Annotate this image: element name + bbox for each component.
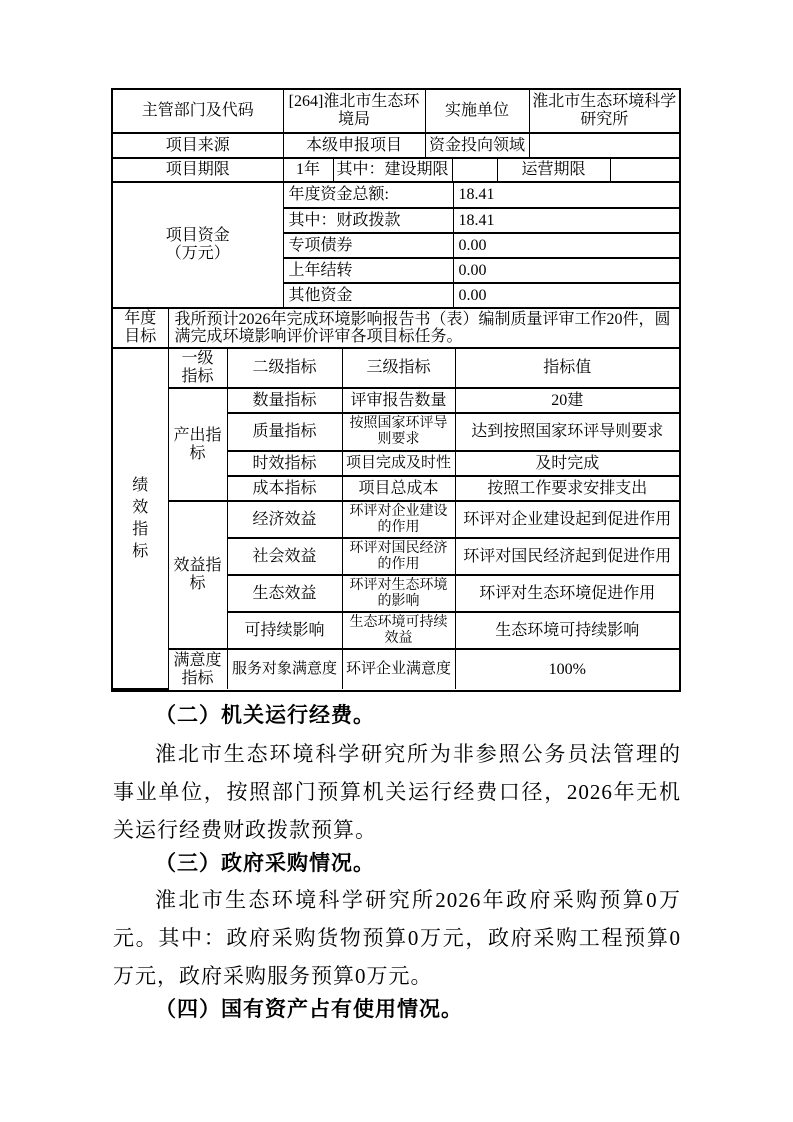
project-budget-table — [111, 88, 681, 692]
cell-l2: 质量指标 — [227, 413, 342, 451]
cell-val: 20建 — [455, 388, 679, 413]
cell-l3: 环评对企业建设的作用 — [342, 501, 455, 538]
cell-val: 环评对国民经济起到促进作用 — [455, 538, 679, 575]
cell-l2: 经济效益 — [227, 501, 342, 538]
cell-val: 环评对企业建设起到促进作用 — [455, 501, 679, 538]
cell-dept-value: [264]淮北市生态环境局 — [283, 90, 425, 133]
cell-val: 达到按照国家环评导则要求 — [455, 413, 679, 451]
cell-l2: 成本指标 — [227, 476, 342, 501]
cell-header-level3: 三级指标 — [342, 349, 455, 388]
cell-val: 按照工作要求安排支出 — [455, 476, 679, 501]
cell-l3: 环评企业满意度 — [342, 649, 455, 689]
group-output-text: 产出指标 — [173, 426, 222, 462]
cell-l2: 可持续影响 — [227, 612, 342, 649]
cell-fund-value: 18.41 — [453, 183, 679, 208]
cell-fund-value: 0.00 — [453, 258, 679, 283]
cell-l2: 时效指标 — [227, 451, 342, 476]
cell-l3: 评审报告数量 — [342, 388, 455, 413]
cell-operate-period-label: 运营期限 — [497, 158, 610, 182]
cell-val: 生态环境可持续影响 — [455, 612, 679, 649]
cell-header-level1 — [168, 349, 227, 388]
cell-group-satisfaction — [168, 649, 227, 689]
cell-val: 及时完成 — [455, 451, 679, 476]
cell-goal-text: 我所预计2026年完成环境影响报告书（表）编制质量评审工作20件，圆满完成环境影响评价评审各项目标任务。 — [168, 309, 679, 348]
cell-impl-unit-label: 实施单位 — [425, 90, 529, 133]
cell-val: 环评对生态环境促进作用 — [455, 575, 679, 612]
cell-dept-label: 主管部门及代码 — [113, 90, 283, 133]
cell-l2: 数量指标 — [227, 388, 342, 413]
cell-operate-period-value — [610, 158, 679, 182]
cell-fund-name: 专项债券 — [283, 233, 453, 258]
table-row — [113, 183, 679, 208]
table-row — [113, 501, 679, 538]
cell-fund-value: 18.41 — [453, 208, 679, 233]
cell-impl-unit-value: 淮北市生态环境科学研究所 — [529, 90, 679, 133]
cell-l3: 项目总成本 — [342, 476, 455, 501]
cell-fund-value: 0.00 — [453, 283, 679, 308]
cell-duration-value: 1年 — [283, 158, 333, 182]
cell-source-value: 本级申报项目 — [283, 133, 425, 158]
table-row — [113, 309, 679, 348]
indicators-section — [113, 349, 679, 690]
table-row — [113, 388, 679, 413]
perf-side-label-text: 绩效指标 — [132, 476, 149, 560]
goal-label-text: 年度目标 — [124, 310, 157, 345]
paragraph-gov-procurement: 淮北市生态环境科学研究所2026年政府采购预算0万元。其中：政府采购货物预算0万元，政府采购工程预算0万元，政府采购服务预算0万元。 — [113, 888, 681, 988]
header-level1-text: 一级指标 — [181, 350, 214, 385]
cell-l3: 生态环境可持续效益 — [342, 612, 455, 649]
table-row — [113, 349, 679, 388]
cell-group-benefit — [168, 501, 227, 649]
table-row — [113, 649, 679, 689]
paragraph-agency-expense: 淮北市生态环境科学研究所为非参照公务员法管理的事业单位，按照部门预算机关运行经费口径，2026年无机关运行经费财政拨款预算。 — [113, 742, 681, 842]
section-heading-agency-expense: （二）机关运行经费。 — [155, 704, 375, 727]
cell-val: 100% — [455, 649, 679, 689]
cell-l3: 项目完成及时性 — [342, 451, 455, 476]
group-satisfaction-text: 满意度指标 — [173, 651, 222, 687]
cell-fund-name: 其他资金 — [283, 283, 453, 308]
cell-goal-label — [113, 309, 168, 348]
funds-label-line2: （万元） — [165, 245, 230, 262]
section-heading-gov-procurement: （三）政府采购情况。 — [155, 852, 375, 875]
cell-l3: 环评对国民经济的作用 — [342, 538, 455, 575]
annual-goal-section — [113, 309, 679, 349]
funds-label-line1: 项目资金 — [165, 227, 230, 245]
cell-fund-field-label: 资金投向领域 — [425, 133, 529, 158]
section-heading-state-assets: （四）国有资产占有使用情况。 — [155, 998, 463, 1021]
table-row — [113, 90, 679, 133]
cell-funds-label — [113, 183, 283, 308]
table-row — [113, 133, 679, 158]
table-row — [113, 158, 679, 182]
group-benefit-text: 效益指标 — [173, 557, 222, 592]
cell-l2: 服务对象满意度 — [227, 649, 342, 689]
cell-l3: 环评对生态环境的影响 — [342, 575, 455, 612]
cell-l3: 按照国家环评导则要求 — [342, 413, 455, 451]
cell-fund-value: 0.00 — [453, 233, 679, 258]
cell-l2: 社会效益 — [227, 538, 342, 575]
cell-group-output — [168, 388, 227, 501]
cell-header-value: 指标值 — [455, 349, 679, 388]
cell-perf-side-label — [113, 349, 168, 689]
cell-header-level2: 二级指标 — [227, 349, 342, 388]
basic-info-section — [113, 90, 679, 183]
funds-section — [113, 183, 679, 309]
cell-build-period-value — [452, 158, 497, 182]
cell-fund-name: 上年结转 — [283, 258, 453, 283]
cell-source-label: 项目来源 — [113, 133, 283, 158]
cell-duration-label: 项目期限 — [113, 158, 283, 182]
cell-fund-name: 年度资金总额: — [283, 183, 453, 208]
cell-build-period-label: 其中：建设期限 — [333, 158, 452, 182]
cell-fund-name: 其中：财政拨款 — [283, 208, 453, 233]
cell-fund-field-value — [529, 133, 679, 158]
cell-l2: 生态效益 — [227, 575, 342, 612]
